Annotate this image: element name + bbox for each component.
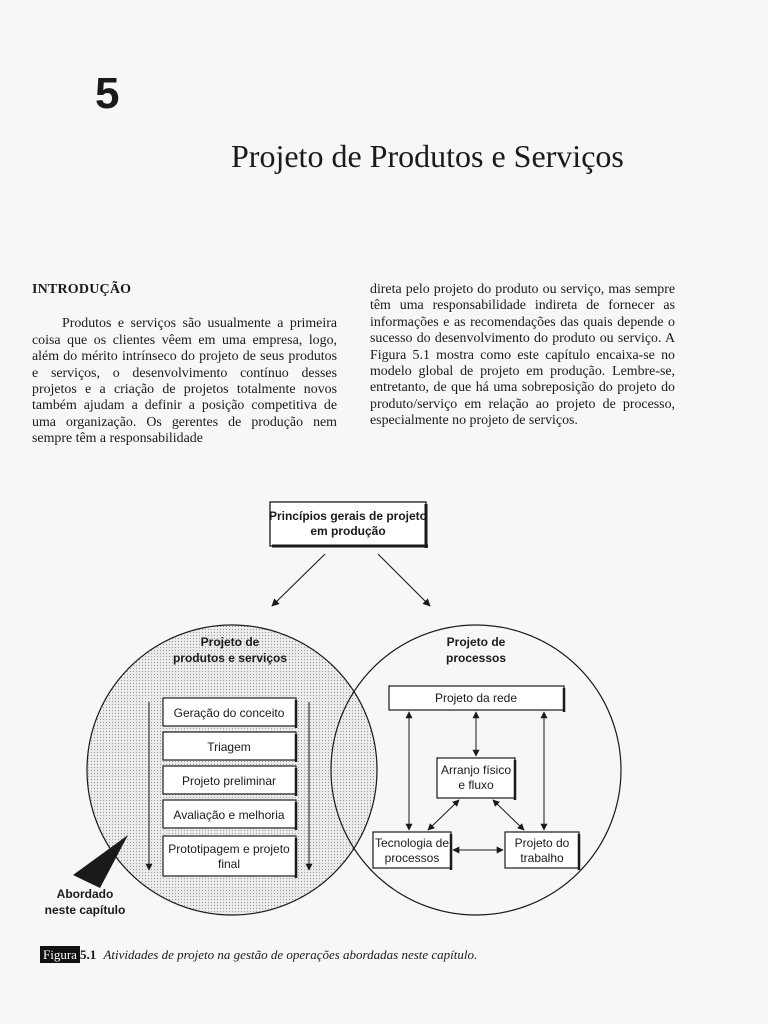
figure-caption-text: Atividades de projeto na gestão de operações abordadas neste capítulo. [103,947,478,962]
network-design-label: Projeto da rede [434,691,518,705]
job-design-label-1: Projeto do [514,836,570,850]
process-circle-title-1: Projeto de [446,635,506,649]
product-circle-title-2: produtos e serviços [172,651,288,665]
step-concept-generation [163,698,296,728]
pointer-label-2: neste capítulo [44,903,126,917]
step-1-label: Geração do conceito [173,706,285,720]
arrow-to-processes [378,554,430,606]
design-principles-box [269,502,428,548]
step-3-label: Projeto preliminar [181,774,277,788]
job-design-label-2: trabalho [520,851,564,865]
process-technology-box [373,832,451,870]
arrow-layout-job [493,800,524,830]
step-evaluation [163,800,296,830]
layout-flow-label-1: Arranjo físico [440,763,512,777]
step-4-label: Avaliação e melhoria [173,808,285,822]
network-design-box [389,686,564,712]
arrow-layout-technology [428,800,459,830]
design-activities-diagram [0,490,768,940]
product-circle-title-1: Projeto de [200,635,260,649]
job-design-box [505,832,579,870]
chapter-title: Projeto de Produtos e Serviços [231,138,624,174]
step-2-label: Triagem [207,740,251,754]
left-column [32,282,337,448]
top-box-line-2: em produção [310,524,386,538]
arrow-to-products [272,554,325,606]
intro-paragraph-right: direta pelo projeto do produto ou serviço, mas sempre têm uma responsabilidade indireta de fornecer as informações e as recomendações das quais depende o sucesso do desenvolvimento do produto ou serviço. A Figura 5.1 mostra como este capítulo encaixa-se no modelo global de projeto em produção. Lembre-se, entretanto, de que há uma sobreposição do projeto do produto/serviço em relação ao projeto de processo, especialmente no projeto de serviços. [370,282,675,429]
step-5-label-2: final [217,857,241,871]
figure-caption [40,946,477,963]
right-column [370,282,675,430]
step-5-label-1: Prototipagem e projeto [168,842,290,856]
chapter-number: 5 [95,69,120,118]
intro-paragraph-left: Produtos e serviços são usualmente a primeira coisa que os clientes vêem em uma empresa, logo, além do mérito intrínseco do projeto de seus produtos e serviços, o desenvolvimento contínuo desses projetos e a criação de projetos totalmente novos também ajudam a definir a posição competitiva de uma organização. Os gerentes de produção nem sempre têm a responsabilidade [32,316,337,447]
process-circle-title-2: processos [445,651,507,665]
process-technology-label-1: Tecnologia de [374,836,450,850]
pointer-label-1: Abordado [56,887,114,901]
step-screening [163,732,296,762]
figure-number: 5.1 [79,947,97,962]
layout-flow-label-2: e fluxo [458,778,494,792]
top-box-line-1: Princípios gerais de projeto [268,509,428,523]
process-technology-label-2: processos [384,851,440,865]
step-prototyping [163,836,296,878]
section-heading: INTRODUÇÃO [32,282,132,297]
figure-label: Figura [40,946,80,963]
step-preliminary-design [163,766,296,796]
layout-flow-box [437,758,515,800]
